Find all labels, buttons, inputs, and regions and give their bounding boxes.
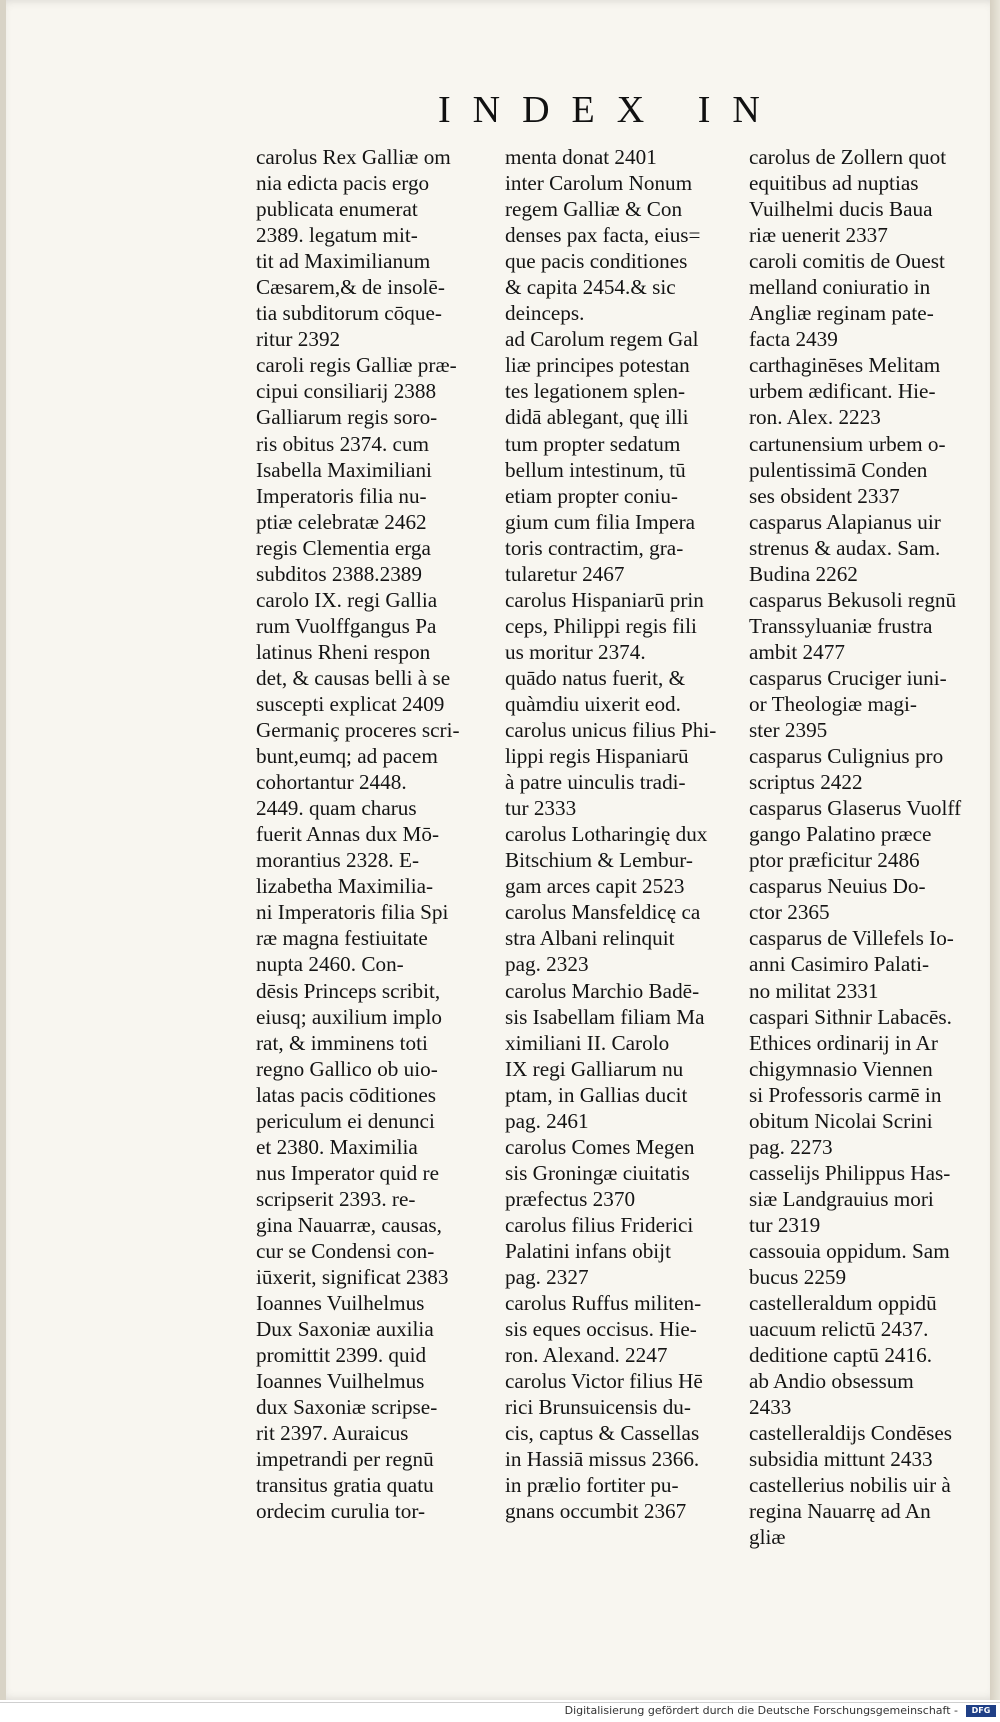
index-line: casparus Culignius pro — [749, 744, 944, 769]
index-line: bucus 2259 — [749, 1265, 847, 1290]
index-line: deditione captū 2416. — [749, 1343, 932, 1368]
index-line: quādo natus fuerit, & — [505, 665, 686, 690]
index-line: Vuilhelmi ducis Baua — [749, 197, 933, 222]
index-line: bunt,eumq; ad pacem — [256, 744, 438, 769]
index-line: gam arces capit 2523 — [505, 874, 685, 899]
index-line: dux Saxoniæ scripse- — [256, 1395, 438, 1420]
index-line: ptor præficitur 2486 — [749, 848, 920, 873]
index-line: Budina 2262 — [749, 561, 858, 586]
index-line: pulentissimā Conden — [749, 457, 928, 482]
index-line: eiusq; auxilium implo — [256, 1004, 442, 1029]
index-line: IX regi Galliarum nu — [505, 1056, 684, 1081]
index-line: ambit 2477 — [749, 639, 845, 664]
index-line: pag. 2273 — [749, 1134, 833, 1159]
index-line: gnans occumbit 2367 — [505, 1499, 687, 1524]
footer-divider — [0, 1702, 1000, 1703]
index-line: publicata enumerat — [256, 197, 418, 222]
index-line: casparus Cruciger iuni- — [749, 665, 947, 690]
index-line: didā ablegant, quę illi — [505, 405, 689, 430]
index-line: carolus Ruffus militen- — [505, 1291, 702, 1316]
index-line: tur 2333 — [505, 796, 577, 821]
index-line: et 2380. Maximilia — [256, 1134, 418, 1159]
index-line: ses obsident 2337 — [749, 483, 900, 508]
index-line: uacuum relictū 2437. — [749, 1317, 929, 1342]
index-line: que pacis conditiones — [505, 249, 688, 274]
index-line: ris obitus 2374. cum — [256, 431, 430, 456]
index-line: carolus Victor filius Hē — [505, 1369, 703, 1394]
index-line: 2433 — [749, 1395, 792, 1420]
index-line: pag. 2323 — [505, 952, 589, 977]
index-line: lippi regis Hispaniarū — [505, 744, 689, 769]
index-line: sis Isabellam filiam Ma — [505, 1004, 705, 1029]
index-line: casparus Bekusoli regnū — [749, 587, 957, 612]
index-line: carolus filius Friderici — [505, 1212, 694, 1237]
index-line: no militat 2331 — [749, 978, 879, 1003]
index-line: carolus Rex Galliæ om — [256, 145, 451, 169]
index-line: caroli regis Galliæ præ- — [256, 353, 457, 378]
index-line: in Hassiā missus 2366. — [505, 1447, 700, 1472]
index-line: anni Casimiro Palati- — [749, 952, 930, 977]
index-line: Isabella Maximiliani — [256, 457, 432, 482]
index-line: castelleraldijs Condēses — [749, 1421, 952, 1446]
index-line: carolo IX. regi Gallia — [256, 587, 438, 612]
index-line: toris contractim, gra- — [505, 535, 684, 560]
index-line: tes legationem splen- — [505, 379, 686, 404]
index-line: ctor 2365 — [749, 900, 830, 925]
index-line: latas pacis cōditiones — [256, 1082, 437, 1107]
index-line: ster 2395 — [749, 718, 828, 743]
index-line: liæ principes potestan — [505, 353, 690, 378]
index-line: menta donat 2401 — [505, 145, 657, 169]
index-line: pag. 2461 — [505, 1108, 589, 1133]
index-line: in prælio fortiter pu- — [505, 1473, 679, 1498]
index-line: ni Imperatoris filia Spi — [256, 900, 449, 925]
index-column-3 — [749, 144, 981, 1551]
index-line: cipui consiliarij 2388 — [256, 379, 437, 404]
index-line: cohortantur 2448. — [256, 770, 407, 795]
index-line: regno Gallico ob uio- — [256, 1056, 438, 1081]
index-line: urbem ædificant. Hie- — [749, 379, 936, 404]
index-line: gina Nauarræ, causas, — [256, 1212, 442, 1237]
dfg-logo: DFG — [966, 1705, 996, 1717]
index-line: regis Clementia erga — [256, 535, 431, 560]
index-line: equitibus ad nuptias — [749, 171, 919, 196]
index-line: carolus Hispaniarū prin — [505, 587, 704, 612]
index-line: casparus Glaserus Vuolff — [749, 796, 962, 821]
index-line: præfectus 2370 — [505, 1186, 636, 1211]
index-line: scriptus 2422 — [749, 770, 863, 795]
index-line: carolus Lotharingię dux — [505, 822, 708, 847]
index-line: us moritur 2374. — [505, 639, 646, 664]
index-line: ræ magna festiuitate — [256, 926, 428, 951]
index-line: suscepti explicat 2409 — [256, 691, 445, 716]
index-line: & capita 2454.& sic — [505, 275, 676, 300]
index-line: ritur 2392 — [256, 327, 341, 352]
index-line: ron. Alex. 2223 — [749, 405, 881, 430]
index-line: dēsis Princeps scribit, — [256, 978, 441, 1003]
index-line: latinus Rheni respon — [256, 639, 431, 664]
index-line: impetrandi per regnū — [256, 1447, 434, 1472]
index-line: castellerius nobilis uir à — [749, 1473, 951, 1498]
index-line: Germaniç proceres scri- — [256, 718, 460, 743]
index-line: pag. 2327 — [505, 1265, 589, 1290]
index-line: caspari Sithnir Labacēs. — [749, 1004, 952, 1029]
index-line: morantius 2328. E- — [256, 848, 420, 873]
index-line: cassouia oppidum. Sam — [749, 1238, 950, 1263]
index-line: Galliarum regis soro- — [256, 405, 438, 430]
index-line: Angliæ reginam pate- — [749, 301, 934, 326]
index-line: ceps, Philippi regis fili — [505, 613, 697, 638]
running-header: INDEX IN — [438, 89, 782, 131]
index-line: cartunensium urbem o- — [749, 431, 946, 456]
index-line: obitum Nicolai Scrini — [749, 1108, 933, 1133]
index-line: melland coniuratio in — [749, 275, 931, 300]
index-line: ad Carolum regem Gal — [505, 327, 699, 352]
index-line: carolus unicus filius Phi- — [505, 718, 717, 743]
index-line: denses pax facta, eius= — [505, 223, 701, 248]
index-line: Ioannes Vuilhelmus — [256, 1291, 425, 1316]
index-line: rit 2397. Auraicus — [256, 1421, 409, 1446]
index-line: carolus de Zollern quot — [749, 145, 947, 169]
index-line: si Professoris carmē in — [749, 1082, 942, 1107]
index-line: etiam propter coniu- — [505, 483, 678, 508]
index-line: Dux Saxoniæ auxilia — [256, 1317, 434, 1342]
index-line: rat, & imminens toti — [256, 1030, 428, 1055]
index-line: casparus Neuius Do- — [749, 874, 926, 899]
index-line: casparus de Villefels Io- — [749, 926, 954, 951]
index-line: à patre uinculis tradi- — [505, 770, 686, 795]
index-line: casselijs Philippus Has- — [749, 1160, 951, 1185]
index-line: ptiæ celebratæ 2462 — [256, 509, 427, 534]
index-line: rum Vuolffgangus Pa — [256, 613, 437, 638]
index-line: tularetur 2467 — [505, 561, 625, 586]
index-line: Transsyluaniæ frustra — [749, 613, 933, 638]
index-line: siæ Landgrauius mori — [749, 1186, 934, 1211]
index-line: ordecim curulia tor- — [256, 1499, 426, 1524]
index-line: inter Carolum Nonum — [505, 171, 693, 196]
index-line: carolus Marchio Badē- — [505, 978, 700, 1003]
index-line: subditos 2388.2389 — [256, 561, 422, 586]
index-line: casparus Alapianus uir — [749, 509, 941, 534]
index-line: deinceps. — [505, 301, 585, 326]
index-line: nus Imperator quid re — [256, 1160, 439, 1185]
digitization-credit: Digitalisierung gefördert durch die Deutsche Forschungsgemeinschaft - — [564, 1704, 958, 1717]
index-line: tit ad Maximilianum — [256, 249, 431, 274]
index-line: det, & causas belli à se — [256, 665, 451, 690]
index-line: or Theologiæ magi- — [749, 691, 917, 716]
index-line: ximiliani II. Carolo — [505, 1030, 670, 1055]
index-line: Ioannes Vuilhelmus — [256, 1369, 425, 1394]
index-line: lizabetha Maximilia- — [256, 874, 434, 899]
index-line: gango Palatino præce — [749, 822, 932, 847]
index-line: transitus gratia quatu — [256, 1473, 434, 1498]
index-line: cis, captus & Cassellas — [505, 1421, 700, 1446]
index-line: sis Groningæ ciuitatis — [505, 1160, 690, 1185]
index-line: gium cum filia Impera — [505, 509, 696, 534]
index-line: 2449. quam charus — [256, 796, 417, 821]
index-line: ron. Alexand. 2247 — [505, 1343, 668, 1368]
index-line: iūxerit, significat 2383 — [256, 1265, 449, 1290]
index-line: rici Brunsuicensis du- — [505, 1395, 691, 1420]
index-line: gliæ — [749, 1525, 786, 1550]
index-line: carolus Comes Megen — [505, 1134, 695, 1159]
index-line: promittit 2399. quid — [256, 1343, 427, 1368]
index-line: tum propter sedatum — [505, 431, 681, 456]
index-line: chigymnasio Viennen — [749, 1056, 933, 1081]
index-line: scripserit 2393. re- — [256, 1186, 416, 1211]
index-line: quàmdiu uixerit eod. — [505, 691, 681, 716]
index-line: carolus Mansfeldicę ca — [505, 900, 701, 925]
index-line: riæ uenerit 2337 — [749, 223, 888, 248]
index-line: tia subditorum cōque- — [256, 301, 442, 326]
index-line: periculum ei denunci — [256, 1108, 435, 1133]
index-line: nia edicta pacis ergo — [256, 171, 430, 196]
index-line: Bitschium & Lembur- — [505, 848, 693, 873]
index-line: fuerit Annas dux Mō- — [256, 822, 440, 847]
page-edge — [990, 0, 1000, 1700]
index-line: subsidia mittunt 2433 — [749, 1447, 933, 1472]
index-line: carthaginēses Melitam — [749, 353, 941, 378]
index-line: Palatini infans obijt — [505, 1238, 671, 1263]
index-line: Cæsarem,& de insolē- — [256, 275, 445, 300]
index-line: regina Nauarrę ad An — [749, 1499, 931, 1524]
index-column-2 — [505, 144, 737, 1524]
index-line: Imperatoris filia nu- — [256, 483, 427, 508]
index-line: sis eques occisus. Hie- — [505, 1317, 697, 1342]
index-line: nupta 2460. Con- — [256, 952, 404, 977]
index-line: 2389. legatum mit- — [256, 223, 418, 248]
index-line: ptam, in Gallias ducit — [505, 1082, 688, 1107]
index-line: Ethices ordinarij in Ar — [749, 1030, 938, 1055]
index-line: tur 2319 — [749, 1212, 821, 1237]
index-line: castelleraldum oppidū — [749, 1291, 937, 1316]
index-line: ab Andio obsessum — [749, 1369, 914, 1394]
index-line: stra Albani relinquit — [505, 926, 675, 951]
index-line: caroli comitis de Ouest — [749, 249, 945, 274]
index-line: strenus & audax. Sam. — [749, 535, 941, 560]
index-line: cur se Condensi con- — [256, 1238, 435, 1263]
index-line: facta 2439 — [749, 327, 838, 352]
index-line: bellum intestinum, tū — [505, 457, 686, 482]
index-line: regem Galliæ & Con — [505, 197, 683, 222]
index-column-1 — [256, 144, 488, 1524]
